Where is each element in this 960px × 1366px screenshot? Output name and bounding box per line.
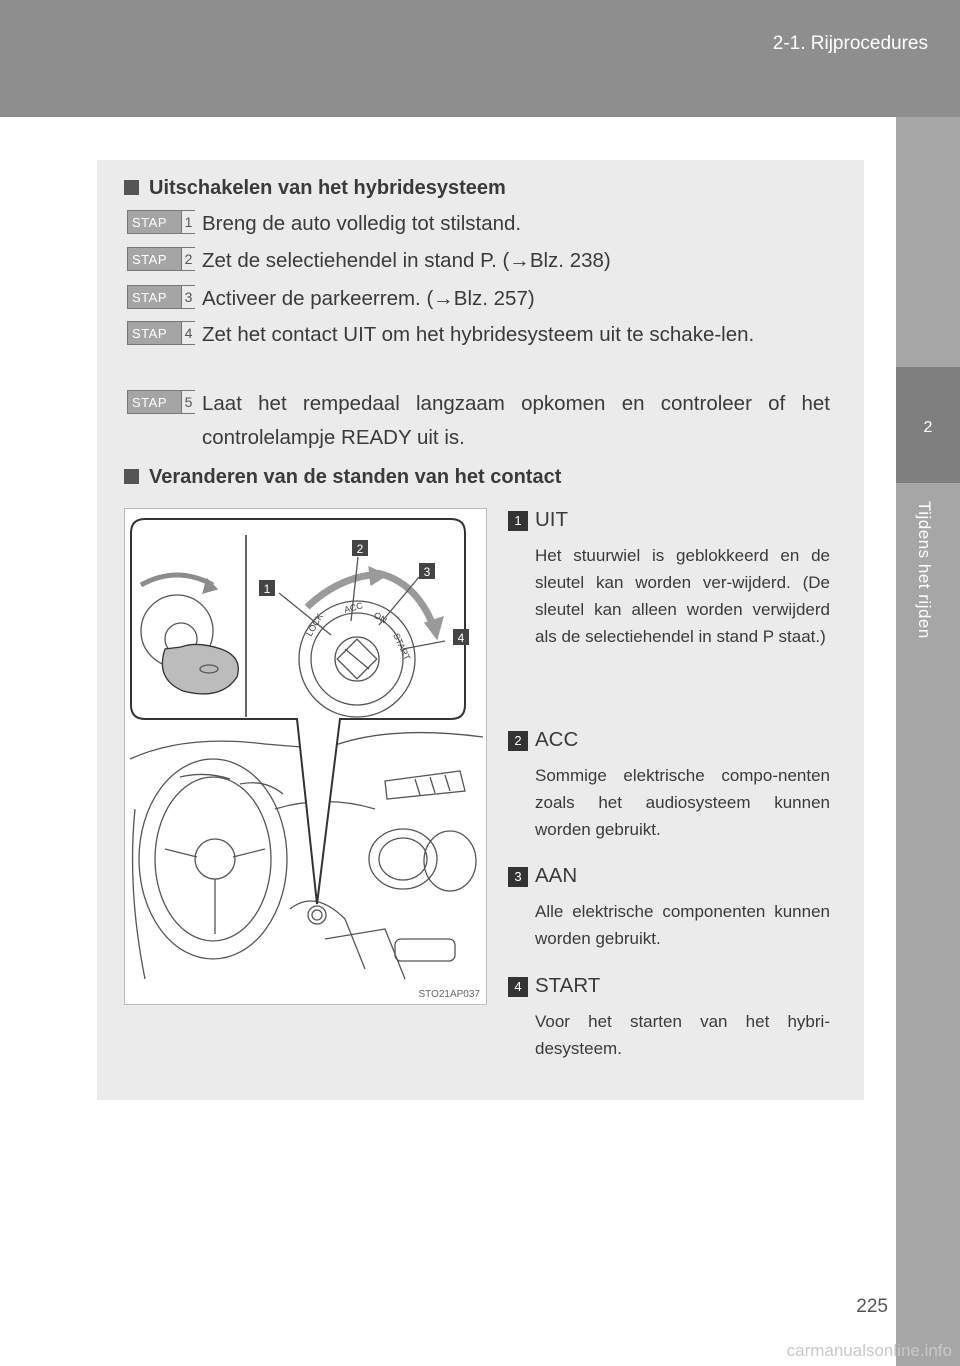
step-4 xyxy=(127,318,830,386)
state-description: Voor het starten van het hybri-desysteem. xyxy=(535,1012,830,1058)
step-badge xyxy=(127,285,195,309)
state-title: AAN xyxy=(535,864,578,887)
step-badge-number: 5 xyxy=(181,391,195,413)
state-number-badge: 3 xyxy=(508,867,528,887)
callout-2: 2 xyxy=(356,542,364,556)
state-aan xyxy=(508,864,830,964)
chapter-label: Tijdens het rijden xyxy=(915,501,934,639)
step-badge xyxy=(127,390,195,414)
step-badge-number: 1 xyxy=(181,211,195,233)
ignition-diagram-svg xyxy=(125,509,487,1005)
figure-code: STO21AP037 xyxy=(418,989,480,1000)
callout-3: 3 xyxy=(423,565,431,579)
state-uit xyxy=(508,508,830,718)
page-number: 225 xyxy=(856,1296,888,1317)
callout-1: 1 xyxy=(263,582,271,596)
chapter-label-tab xyxy=(896,483,960,1366)
step-badge-label: STAP xyxy=(132,290,167,305)
step-5 xyxy=(127,387,830,455)
section-heading-positions xyxy=(124,466,561,489)
step-badge xyxy=(127,210,195,234)
step-2 xyxy=(127,244,830,278)
state-description: Het stuurwiel is geblokkeerd en de sleutel kan worden ver-wijderd. (De sleutel kan alleen worden verwijderd als de selectiehendel in stand P staat.) xyxy=(535,546,830,646)
step-text: Zet de selectiehendel in stand P. (→Blz. 238) xyxy=(202,249,611,272)
watermark: carmanualsonline.info xyxy=(786,1341,952,1360)
step-badge-label: STAP xyxy=(132,326,167,341)
section-title: 2-1. Rijprocedures xyxy=(772,33,928,54)
square-bullet-icon xyxy=(124,469,139,484)
square-bullet-icon xyxy=(124,180,139,195)
dial-label-lock: LOCK xyxy=(304,611,325,638)
state-title: ACC xyxy=(535,728,579,751)
heading-text: Uitschakelen van het hybridesysteem xyxy=(149,177,506,199)
step-text: Activeer de parkeerrem. (→Blz. 257) xyxy=(202,287,535,310)
step-3 xyxy=(127,282,830,316)
dial-label-acc: ACC xyxy=(342,600,364,615)
heading-text: Veranderen van de standen van het contact xyxy=(149,466,562,488)
step-badge xyxy=(127,321,195,345)
state-acc xyxy=(508,728,830,854)
step-badge xyxy=(127,247,195,271)
step-badge-number: 4 xyxy=(181,322,195,344)
ignition-illustration xyxy=(124,508,487,1005)
state-number-badge: 2 xyxy=(508,731,528,751)
step-badge-number: 3 xyxy=(181,286,195,308)
state-title: UIT xyxy=(535,508,569,531)
dial-label-on: ON xyxy=(372,610,389,626)
step-badge-label: STAP xyxy=(132,252,167,267)
state-description: Alle elektrische componenten kunnen worden gebruikt. xyxy=(535,902,830,948)
step-1 xyxy=(127,207,830,241)
section-heading-shutdown xyxy=(124,177,506,200)
step-text: Zet het contact UIT om het hybridesysteem uit te schake-len. xyxy=(202,323,755,346)
state-start xyxy=(508,974,830,1074)
page-header xyxy=(0,0,960,117)
chapter-number-tab: 2 xyxy=(896,367,960,483)
step-badge-label: STAP xyxy=(132,215,167,230)
step-text: Breng de auto volledig tot stilstand. xyxy=(202,212,522,235)
state-description: Sommige elektrische compo-nenten zoals het audiosysteem kunnen worden gebruikt. xyxy=(535,766,830,839)
side-tab-top xyxy=(896,117,960,367)
state-number-badge: 1 xyxy=(508,511,528,531)
state-number-badge: 4 xyxy=(508,977,528,997)
step-text: Laat het rempedaal langzaam opkomen en controleer of het controlelampje READY uit is. xyxy=(202,392,830,449)
state-title: START xyxy=(535,974,601,997)
dial-label-start: START xyxy=(391,631,413,662)
step-badge-number: 2 xyxy=(181,248,195,270)
callout-4: 4 xyxy=(457,631,465,645)
step-badge-label: STAP xyxy=(132,395,167,410)
